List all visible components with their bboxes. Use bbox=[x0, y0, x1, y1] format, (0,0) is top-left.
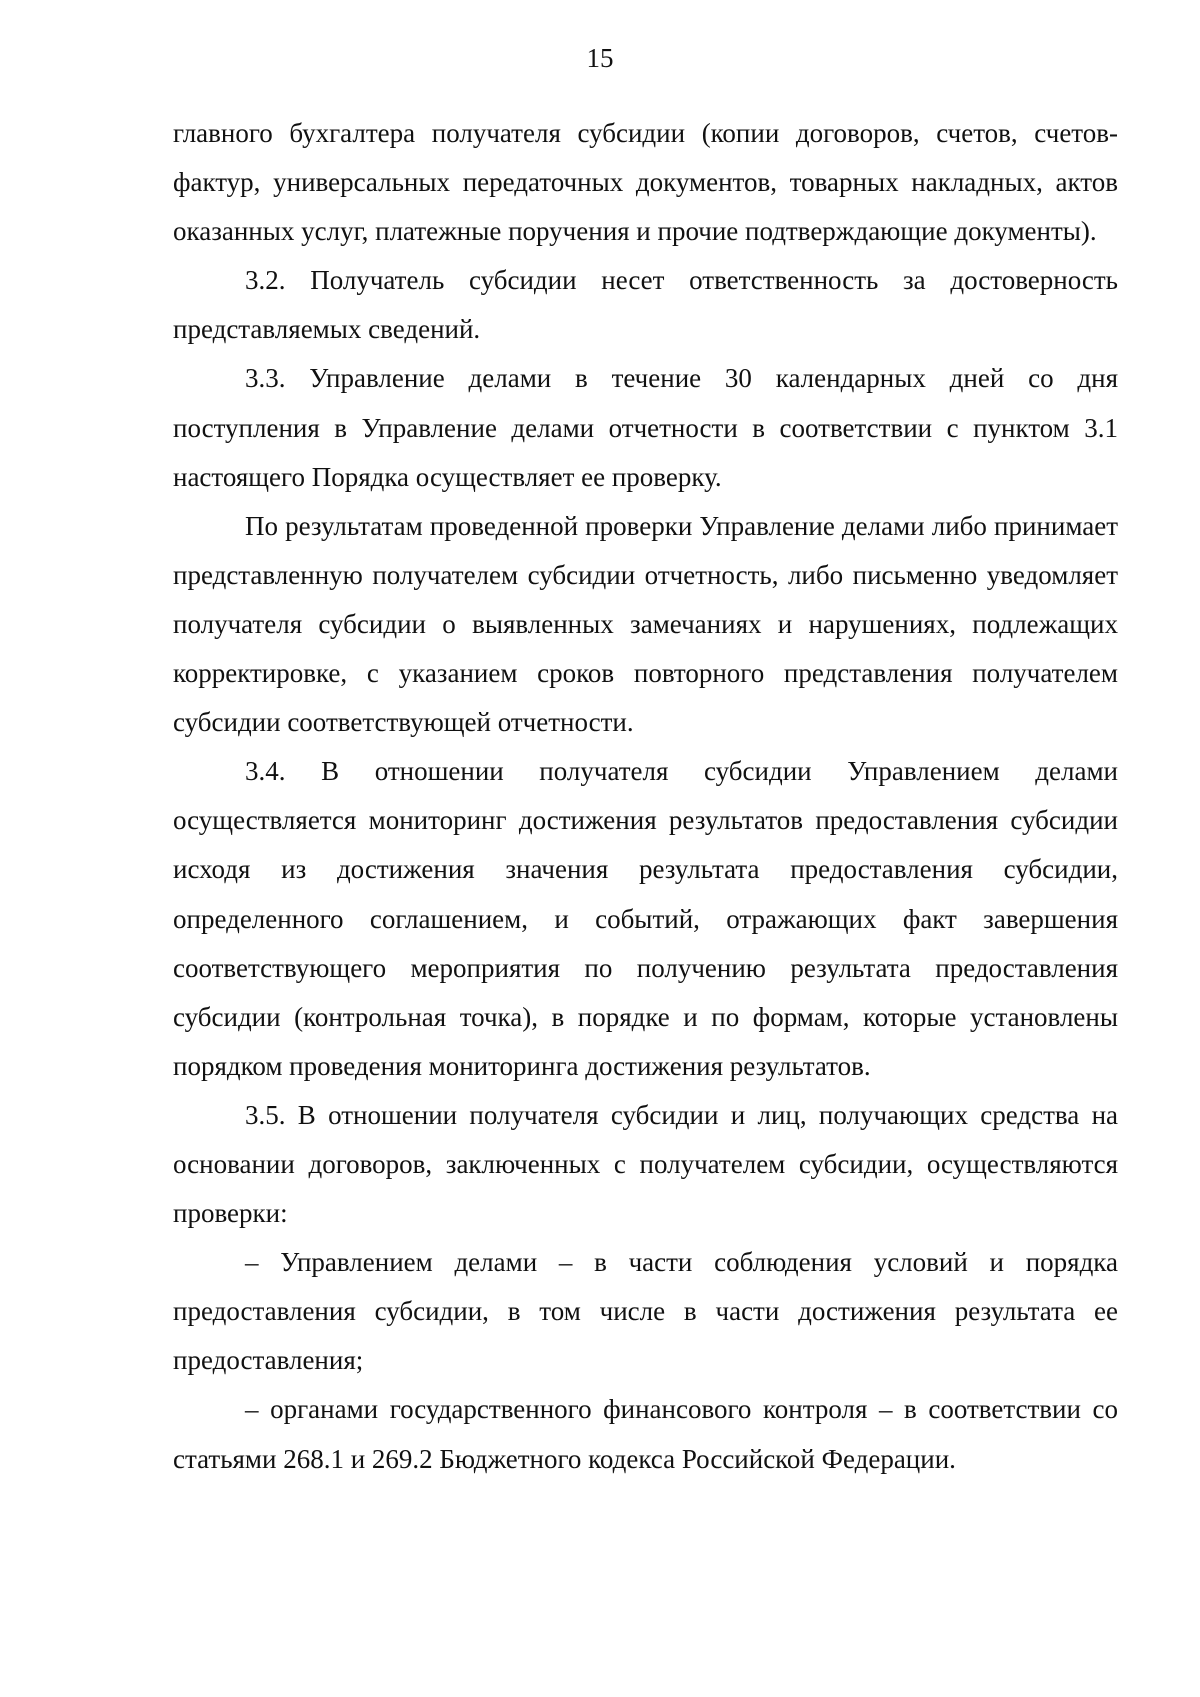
paragraph-3-4: 3.4. В отношении получателя субсидии Управлением делами осуществляется мониторинг достижения результатов предоставления субсидии исходя из достижения значения результата предоставления субсидии, определенного соглашением, и событий, отражающих факт завершения соответствующего мероприятия по получению результата предоставления субсидии (контрольная точка), в порядке и по формам, которые установлены порядком проведения мониторинга достижения результатов. bbox=[173, 756, 1118, 1081]
paragraph-continuation: главного бухгалтера получателя субсидии (копии договоров, счетов, счетов-фактур, универсальных передаточных документов, товарных накладных, актов оказанных услуг, платежные поручения и прочие подтверждающие документы). bbox=[173, 118, 1118, 247]
paragraph-3-2: 3.2. Получатель субсидии несет ответственность за достоверность представляемых сведений. bbox=[173, 265, 1118, 345]
list-item-financial-control: – органами государственного финансового контроля – в соответствии со статьями 268.1 и 269.2 Бюджетного кодекса Российской Федерации. bbox=[173, 1394, 1118, 1474]
paragraph-3-3: 3.3. Управление делами в течение 30 календарных дней со дня поступления в Управление делами отчетности в соответствии с пунктом 3.1 настоящего Порядка осуществляет ее проверку. bbox=[173, 363, 1118, 492]
document-body bbox=[173, 109, 1118, 1484]
page-number: 15 bbox=[586, 43, 614, 73]
paragraph-3-5: 3.5. В отношении получателя субсидии и лиц, получающих средства на основании договоров, заключенных с получателем субсидии, осуществляются проверки: bbox=[173, 1099, 1118, 1229]
list-item-management-checks: – Управлением делами – в части соблюдения условий и порядка предоставления субсидии, в том числе в части достижения результата ее предоставления; bbox=[173, 1247, 1118, 1376]
paragraph-inspection-results: По результатам проведенной проверки Управление делами либо принимает представленную получателем субсидии отчетность, либо письменно уведомляет получателя субсидии о выявленных замечаниях и нарушениях, подлежащих корректировке, с указанием сроков повторного представления получателем субсидии соответствующей отчетности. bbox=[173, 510, 1118, 738]
